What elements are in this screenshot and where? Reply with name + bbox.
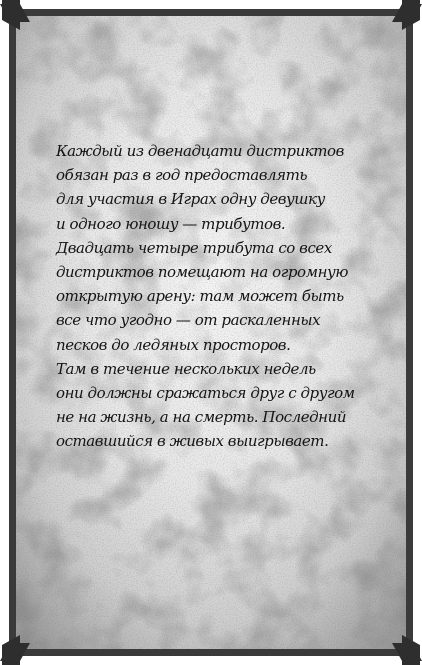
paragraph-line-12: не на жизнь, а на смерть. Последний — [56, 408, 347, 427]
paragraph — [56, 139, 376, 454]
paragraph-line-2: обязан раз в год предоставлять — [56, 166, 308, 185]
paragraph-line-4: и одного юношу — трибутов. — [56, 214, 286, 233]
paragraph-line-5: Двадцать четыре трибута со всех — [56, 238, 332, 257]
paragraph-line-1: Каждый из двенадцати дистриктов — [56, 142, 344, 160]
paragraph-line-7: открытую арену: там может быть — [56, 287, 344, 306]
paragraph-line-6: дистриктов помещают на огромную — [56, 263, 349, 282]
paragraph-line-8: все что угодно — от раскаленных — [56, 311, 321, 330]
paragraph-line-9: песков до ледяных просторов. — [56, 335, 291, 354]
paragraph-line-10: Там в течение нескольких недель — [56, 359, 316, 378]
paragraph-line-3: для участия в Играх одну девушку — [56, 190, 325, 209]
paragraph-line-13: оставшийся в живых выигрывает. — [56, 432, 329, 451]
paragraph-line-11: они должны сражаться друг с другом — [56, 384, 355, 403]
